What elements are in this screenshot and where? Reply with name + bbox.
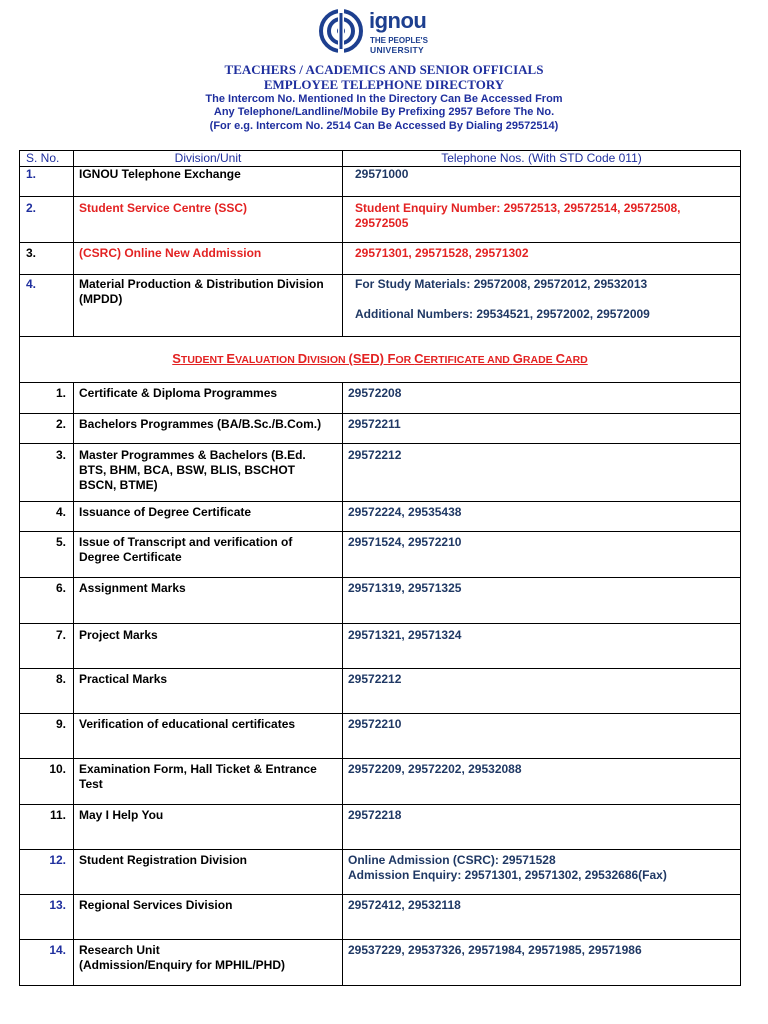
table-row [20,759,741,805]
phone-line: Online Admission (CSRC): 29571528 [348,853,556,867]
row-sno: 10. [20,759,74,805]
row-telephone: 29572208 [343,383,741,414]
row-division: Issuance of Degree Certificate [74,502,343,532]
table-row [20,383,741,414]
division-line: Research Unit [79,943,160,957]
column-header-sno: S. No. [20,151,74,167]
row-division: IGNOU Telephone Exchange [74,167,343,197]
table-row [20,940,741,986]
row-sno: 2. [20,197,74,243]
row-sno: 7. [20,624,74,669]
row-telephone: 29572210 [343,714,741,759]
section-banner-row [20,337,741,383]
phone-line: 29572505 [355,216,409,230]
row-sno: 4. [20,275,74,337]
ignou-emblem-icon [318,8,364,54]
phone-line: For Study Materials: 29572008, 29572012, 29532013 [355,277,648,291]
column-header-division: Division/Unit [74,151,343,167]
sed-section-banner: STUDENT EVALUATION DIVISION (SED) FOR CERTIFICATE AND GRADE CARD [20,337,741,383]
row-sno: 9. [20,714,74,759]
row-division [74,759,343,805]
directory-subtitle: EMPLOYEE TELEPHONE DIRECTORY [263,77,505,92]
row-telephone: 29571000 [343,167,741,197]
intercom-note-line-3: (For e.g. Intercom No. 2514 Can Be Accessed By Dialing 29572514) [209,120,559,132]
row-sno: 3. [20,444,74,502]
row-telephone [343,275,741,337]
row-sno: 13. [20,895,74,940]
row-division: (CSRC) Online New Addmission [74,243,343,275]
division-line: BTS, BHM, BCA, BSW, BLIS, BSCHOT [79,463,295,477]
table-row [20,624,741,669]
table-row [20,243,741,275]
table-row [20,895,741,940]
row-sno: 6. [20,578,74,624]
division-line: Degree Certificate [79,550,182,564]
table-row [20,167,741,197]
row-telephone: 29572212 [343,444,741,502]
logo-tagline-1: THE PEOPLE'S [370,36,428,45]
division-line: Issue of Transcript and verification of [79,535,293,549]
row-telephone: 29572412, 29532118 [343,895,741,940]
row-division: Bachelors Programmes (BA/B.Sc./B.Com.) [74,414,343,444]
intercom-note-line-1: The Intercom No. Mentioned In the Directory Can Be Accessed From [205,93,563,105]
row-division: Assignment Marks [74,578,343,624]
intercom-note-line-2: Any Telephone/Landline/Mobile By Prefixing 2957 Before The No. [213,106,555,118]
row-sno: 2. [20,414,74,444]
row-telephone: 29571524, 29572210 [343,532,741,578]
table-row [20,669,741,714]
division-line: Master Programmes & Bachelors (B.Ed. [79,448,306,462]
row-telephone: 29571321, 29571324 [343,624,741,669]
row-division [74,532,343,578]
row-division: Regional Services Division [74,895,343,940]
row-sno: 8. [20,669,74,714]
row-sno: 11. [20,805,74,850]
logo-wordmark: ignou [369,8,427,33]
row-telephone: 29572212 [343,669,741,714]
phone-line: Additional Numbers: 29534521, 29572002, 29572009 [355,307,650,321]
table-row [20,275,741,337]
telephone-directory-table [19,150,741,986]
division-line: BSCN, BTME) [79,478,158,492]
division-line: Material Production & Distribution Division [79,277,324,291]
table-row [20,414,741,444]
row-division: Student Service Centre (SSC) [74,197,343,243]
logo-tagline-2: UNIVERSITY [370,45,425,55]
row-telephone: 29571301, 29571528, 29571302 [343,243,741,275]
row-sno: 1. [20,383,74,414]
division-line: Test [79,777,103,791]
division-line: (Admission/Enquiry for MPHIL/PHD) [79,958,286,972]
row-telephone: 29572218 [343,805,741,850]
table-row [20,714,741,759]
row-division [74,275,343,337]
row-sno: 3. [20,243,74,275]
row-sno: 4. [20,502,74,532]
division-line: (MPDD) [79,292,123,306]
directory-title: TEACHERS / ACADEMICS AND SENIOR OFFICIALS [224,62,544,77]
table-row [20,197,741,243]
row-sno: 12. [20,850,74,895]
row-telephone: 29571319, 29571325 [343,578,741,624]
row-telephone [343,850,741,895]
table-row [20,444,741,502]
phone-line: Student Enquiry Number: 29572513, 29572514, 29572508, [355,201,681,215]
row-sno: 1. [20,167,74,197]
row-division: May I Help You [74,805,343,850]
row-telephone: 29537229, 29537326, 29571984, 29571985, 29571986 [343,940,741,986]
row-sno: 5. [20,532,74,578]
table-row [20,805,741,850]
table-row [20,532,741,578]
row-telephone: 29572211 [343,414,741,444]
row-division: Verification of educational certificates [74,714,343,759]
row-telephone [343,197,741,243]
column-header-telephone: Telephone Nos. (With STD Code 011) [343,151,741,167]
row-telephone: 29572224, 29535438 [343,502,741,532]
division-line: Examination Form, Hall Ticket & Entrance [79,762,317,776]
row-telephone: 29572209, 29572202, 29532088 [343,759,741,805]
row-division [74,940,343,986]
ignou-logo [318,8,448,54]
row-division [74,444,343,502]
table-row [20,502,741,532]
phone-line: Admission Enquiry: 29571301, 29571302, 29532686(Fax) [348,868,667,882]
row-division: Certificate & Diploma Programmes [74,383,343,414]
row-division: Practical Marks [74,669,343,714]
row-division: Project Marks [74,624,343,669]
table-row [20,850,741,895]
table-row [20,578,741,624]
table-header-row [20,151,741,167]
row-sno: 14. [20,940,74,986]
row-division: Student Registration Division [74,850,343,895]
